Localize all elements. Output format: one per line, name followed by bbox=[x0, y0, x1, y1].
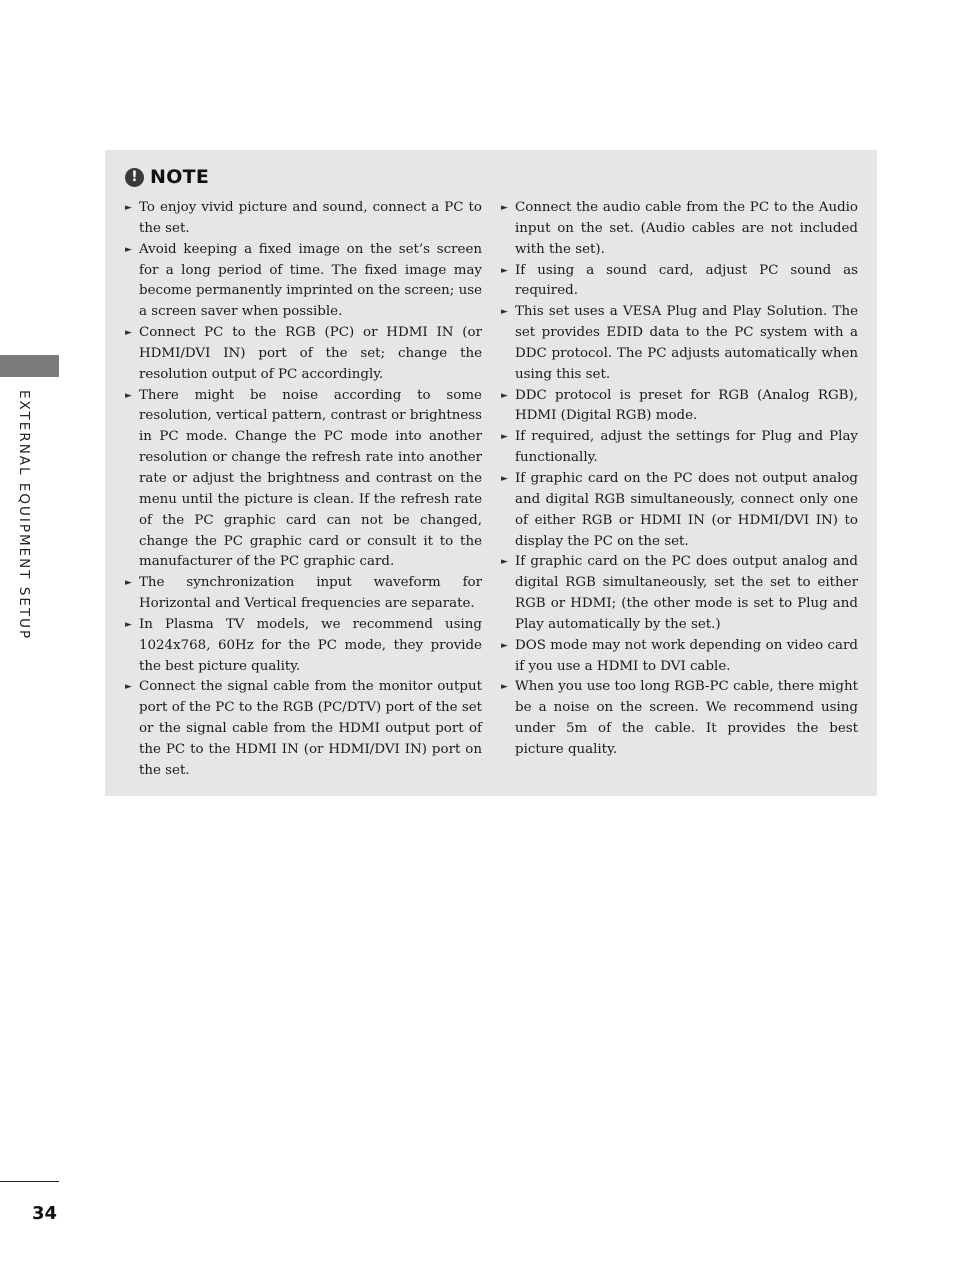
bullet-arrow-icon: ► bbox=[501, 473, 508, 484]
note-item: ► When you use too long RGB-PC cable, there might be a noise on the screen. We recommend using under 5m of the cable. It provides the best picture quality. bbox=[501, 679, 858, 757]
note-item: ► The synchronization input waveform for Horizontal and Vertical frequencies are separate. bbox=[125, 575, 482, 612]
bullet-arrow-icon: ► bbox=[501, 640, 508, 651]
section-tab-marker bbox=[0, 355, 59, 377]
bullet-arrow-icon: ► bbox=[501, 682, 508, 693]
note-item: ► Avoid keeping a fixed image on the set’s screen for a long period of time. The fixed image may become permanently imprinted on the screen; use a screen saver when possible. bbox=[125, 241, 482, 320]
note-item: ► There might be noise according to some resolution, vertical pattern, contrast or brightness in PC mode. Change the PC mode into another resolution or change the refresh rate into another rate or adjust the brightness and contrast on the menu until the picture is clean. If the refresh rate of the PC graphic card can not be changed, change the PC graphic card or consult it to the manufacturer of the PC graphic card. bbox=[125, 387, 482, 570]
note-item: ► If required, adjust the settings for Plug and Play functionally. bbox=[501, 429, 858, 466]
bullet-arrow-icon: ► bbox=[501, 557, 508, 568]
note-title: NOTE bbox=[150, 166, 210, 188]
footer-rule bbox=[0, 1181, 59, 1182]
note-item: ► If graphic card on the PC does not output analog and digital RGB simultaneously, connect only one of either RGB or HDMI IN (or HDMI/DVI IN) to display the PC on the set. bbox=[501, 470, 858, 549]
exclamation-icon: ! bbox=[125, 168, 144, 187]
note-item: ► DDC protocol is preset for RGB (Analog RGB), HDMI (Digital RGB) mode. bbox=[501, 387, 858, 424]
page-number: 34 bbox=[32, 1203, 58, 1224]
bullet-arrow-icon: ► bbox=[501, 432, 508, 443]
note-box bbox=[105, 150, 877, 796]
note-list-right bbox=[501, 198, 858, 761]
note-item: ► To enjoy vivid picture and sound, connect a PC to the set. bbox=[125, 200, 482, 236]
note-item: ► This set uses a VESA Plug and Play Solution. The set provides EDID data to the PC system with a DDC protocol. The PC adjusts automatically when using this set. bbox=[501, 304, 858, 382]
bullet-arrow-icon: ► bbox=[125, 203, 132, 213]
bullet-arrow-icon: ► bbox=[125, 244, 132, 255]
bullet-arrow-icon: ► bbox=[125, 578, 132, 589]
note-item: ► DOS mode may not work depending on video card if you use a HDMI to DVI cable. bbox=[501, 637, 858, 674]
note-item: ► Connect the audio cable from the PC to the Audio input on the set. (Audio cables are not included with the set). bbox=[501, 200, 858, 257]
note-item: ► If graphic card on the PC does output analog and digital RGB simultaneously, set the set to either RGB or HDMI; (the other mode is set to Plug and Play automatically by the set.) bbox=[501, 554, 858, 632]
note-item: ► Connect PC to the RGB (PC) or HDMI IN (or HDMI/DVI IN) port of the set; change the resolution output of PC accordingly. bbox=[125, 325, 482, 382]
note-item: ► If using a sound card, adjust PC sound as required. bbox=[501, 262, 858, 299]
bullet-arrow-icon: ► bbox=[501, 307, 508, 318]
bullet-arrow-icon: ► bbox=[125, 328, 132, 339]
note-list-left bbox=[125, 198, 482, 782]
bullet-arrow-icon: ► bbox=[501, 203, 508, 213]
bullet-arrow-icon: ► bbox=[501, 265, 508, 276]
bullet-arrow-icon: ► bbox=[125, 619, 132, 630]
section-label: EXTERNAL EQUIPMENT SETUP bbox=[16, 390, 32, 641]
bullet-arrow-icon: ► bbox=[125, 390, 132, 401]
note-header bbox=[125, 164, 209, 190]
bullet-arrow-icon: ► bbox=[125, 682, 132, 693]
bullet-arrow-icon: ► bbox=[501, 390, 508, 401]
note-item: ► Connect the signal cable from the monitor output port of the PC to the RGB (PC/DTV) port of the set or the signal cable from the HDMI output port of the PC to the HDMI IN (or HDMI/DVI IN) port on the set. bbox=[125, 679, 482, 778]
note-item: ► In Plasma TV models, we recommend using 1024x768, 60Hz for the PC mode, they provide the best picture quality. bbox=[125, 616, 482, 674]
